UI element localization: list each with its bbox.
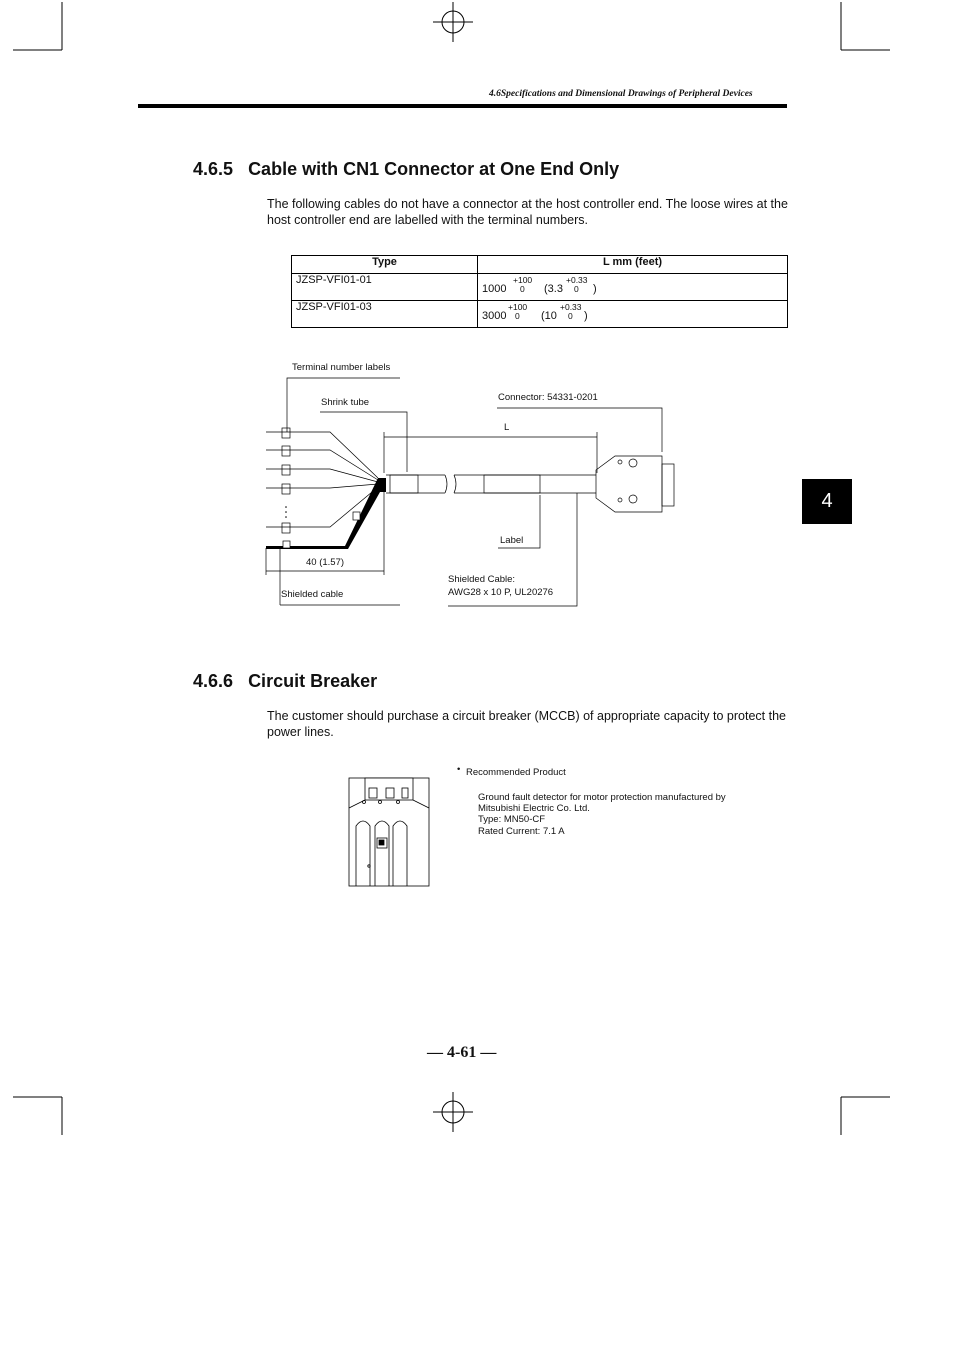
section-body: The customer should purchase a circuit breaker (MCCB) of appropriate capacity to protect the power lines.	[267, 709, 786, 739]
tol-lower: 0	[520, 284, 525, 294]
shrink-tube-callout: Shrink tube	[321, 397, 370, 408]
connector-callout: Connector: 54331-0201	[498, 392, 598, 403]
page-number: — 4-61 —	[427, 1044, 497, 1061]
length-feet: (3.3	[544, 283, 563, 295]
section-number: 4.6.5	[193, 159, 234, 179]
recommended-line-3: Type: MN50-CF	[478, 814, 546, 825]
tol-lower: 0	[515, 311, 520, 321]
running-header: 4.6Specifications and Dimensional Drawings of Peripheral Devices	[489, 89, 753, 99]
table-header-length: L mm (feet)	[478, 256, 788, 274]
length-mm: 1000	[482, 283, 507, 295]
shielded-spec-line-2: AWG28 x 10 P, UL20276	[448, 587, 554, 598]
shielded-cable-callout: Shielded cable	[281, 589, 344, 600]
label-callout: Label	[500, 535, 524, 546]
recommended-bullet: •	[457, 764, 461, 775]
tol-upper: +100	[513, 275, 533, 285]
recommended-line-2: Mitsubishi Electric Co. Ltd.	[478, 803, 590, 814]
table-cell-type: JZSP-VFI01-01	[292, 274, 478, 301]
paren-close: )	[593, 283, 597, 295]
paren-close: )	[584, 310, 588, 322]
section-body: The following cables do not have a connector at the host controller end. The loose wires at the host controller end are labelled with the terminal numbers.	[267, 197, 788, 227]
recommended-heading: Recommended Product	[466, 767, 566, 778]
strip-length-dimension: 40 (1.57)	[306, 557, 345, 568]
tol-upper: +100	[508, 302, 528, 312]
length-dimension: L	[504, 422, 510, 433]
recommended-line-4: Rated Current: 7.1 A	[478, 826, 565, 837]
recommended-line-1: Ground fault detector for motor protection manufactured by	[478, 792, 726, 803]
table-header-type: Type	[292, 256, 478, 274]
length-mm: 3000	[482, 310, 507, 322]
tol-lower: 0	[568, 311, 573, 321]
tol-upper: +0.33	[566, 275, 588, 285]
terminal-labels-callout: Terminal number labels	[292, 362, 391, 373]
tol-upper: +0.33	[560, 302, 582, 312]
shielded-spec-line-1: Shielded Cable:	[448, 574, 516, 585]
tol-lower: 0	[574, 284, 579, 294]
section-number: 4.6.6	[193, 671, 234, 691]
section-title: Circuit Breaker	[248, 671, 378, 691]
section-title: Cable with CN1 Connector at One End Only	[248, 159, 620, 179]
length-feet: (10	[541, 310, 557, 322]
chapter-tab: 4	[802, 479, 852, 524]
table-cell-type: JZSP-VFI01-03	[292, 301, 478, 328]
